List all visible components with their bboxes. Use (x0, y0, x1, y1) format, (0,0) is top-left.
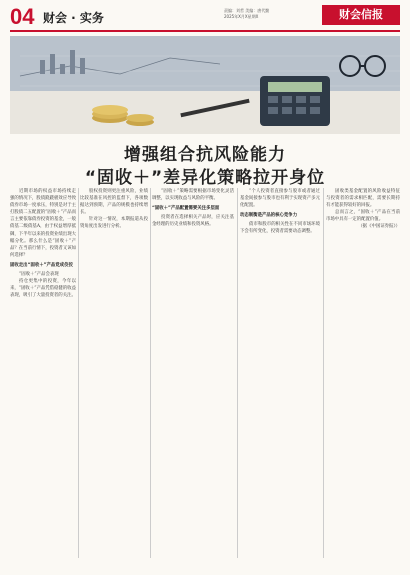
paragraph: 固收类基金配置的风险收益特征与投资者的需求相匹配，需要长期持有才能获得较好的回报。 (326, 189, 400, 209)
column-divider (237, 188, 238, 558)
subheading: “固收＋”产品配置需要关注多层面 (152, 206, 220, 212)
page-number: 04 (10, 4, 35, 29)
column-divider (323, 188, 324, 558)
headline-line-1: 增强组合抗风险能力 (124, 145, 286, 165)
article-column-3 (152, 188, 234, 563)
paragraph: 持仓更集中的投资，今年以来，“固收＋”产品凭借稳健的收益表现，吸引了大量投资者的关注。 (10, 279, 76, 299)
date-line: 2025年X月X星期X (224, 14, 259, 19)
hero-image (10, 36, 400, 134)
article-column-4 (240, 188, 320, 563)
article-column-1 (10, 188, 76, 563)
masthead-rule (10, 30, 400, 32)
article-column-5 (326, 188, 400, 563)
staff-line: 责编：刘哲 美编：唐代勤 (224, 8, 270, 13)
headline-line-2: “固收＋”差异化策略拉开身位 (84, 168, 326, 188)
source-credit: （据《中国证券报》） (358, 224, 400, 230)
masthead (10, 4, 400, 32)
brand-logo: 财会信报 (322, 5, 400, 25)
column-divider (78, 188, 79, 558)
staff-info (224, 8, 269, 20)
finance-illustration (10, 36, 400, 134)
column-divider (150, 188, 151, 558)
paragraph: “个人投资者直接参与股市或者通过基金间接参与股市也有利于实现资产多元化配置。 (240, 189, 320, 209)
paragraph: 总而言之，“固收＋”产品在当前市场中具有一定的配置价值。 (326, 210, 400, 223)
paragraph: 投资者在选择相关产品时，应关注基金经理的历史业绩和投资风格。 (152, 215, 234, 228)
paragraph: 股权投资则更注重风险，业绩比较基准在风控的监督下，各项数据达到预期，产品的规模也持续增长。 (80, 189, 148, 216)
paragraph: “固收＋”策略需要根据市场变化灵活调整，以实现收益与风险的平衡。 (152, 189, 234, 202)
article-column-2 (80, 188, 148, 563)
paragraph: 针对这一情况，本期报道从投资角度出发进行分析。 (80, 217, 148, 230)
calculator-icon (260, 76, 330, 126)
subheading: 固收走出“固收＋”产品竞成佼佼 (10, 262, 73, 268)
paragraph: 债市和股市的相关性在不同市场环境下会有所变化，投资者需要动态调整。 (240, 222, 320, 235)
subheading: 动态制衡是产品的核心竞争力 (240, 213, 298, 219)
section-title: 财会 · 实务 (43, 11, 104, 25)
paragraph: 近期市场的权益市场持续走强的情况下，股债跷跷板效应导致债券市场一度承压，特别是对于主打股债二五配置的“固收＋”产品而言主要依靠债券投资的基金，一般债基二级债基A，由于权益增厚抵御，下半年以来的投资业绩出现大幅分化。那么什么是“固收＋”产品？在当前行情下，投资者又该如何选择？ (10, 189, 76, 258)
paragraph: “固收＋”产品会表现 (19, 272, 59, 278)
